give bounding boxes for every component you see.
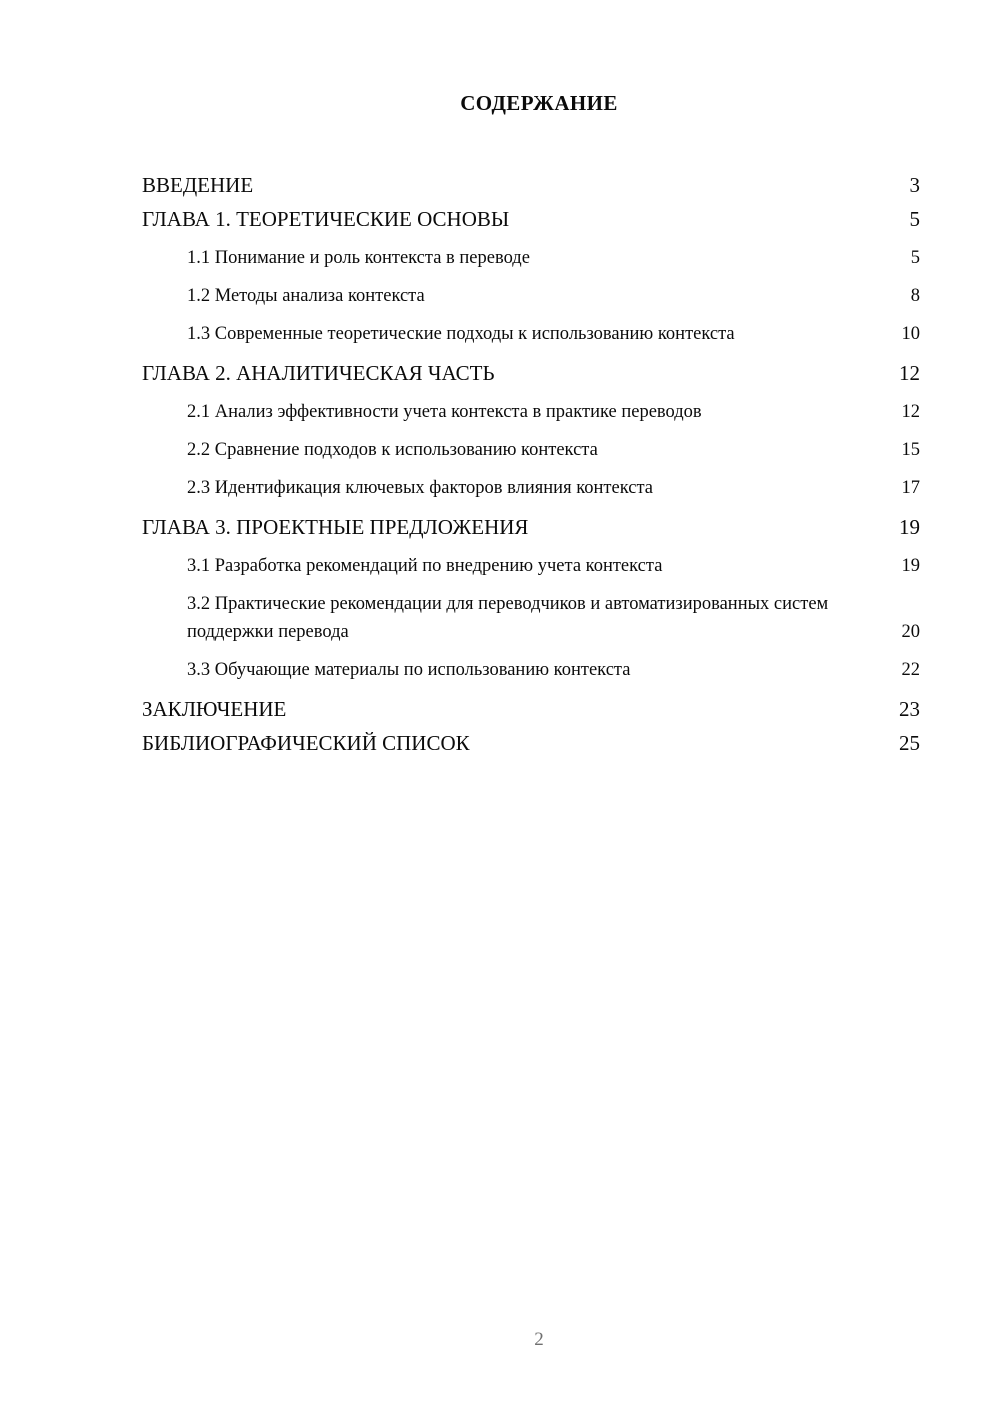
toc-entry-label: 2.3 Идентификация ключевых факторов влияния контекста [187,478,653,498]
toc-entry-label: ЗАКЛЮЧЕНИЕ [142,697,287,721]
toc-entry-page-number: 20 [901,622,920,642]
toc-entry-label: ГЛАВА 2. АНАЛИТИЧЕСКАЯ ЧАСТЬ [142,361,495,385]
toc-entry[interactable] [142,168,920,202]
toc-entry[interactable] [142,510,920,544]
toc-entry-page-number: 8 [910,286,920,306]
toc-entry[interactable] [142,656,920,684]
toc-entry-page-number: 10 [901,324,920,344]
toc-entry-label: 3.1 Разработка рекомендаций по внедрению учета контекста [187,556,663,576]
toc-entry-label: 3.2 Практические рекомендации для переводчиков и автоматизированных систем поддержки перевода [187,594,829,642]
table-of-contents [142,168,920,760]
toc-entry-page-number: 12 [899,361,920,385]
toc-entry-label: БИБЛИОГРАФИЧЕСКИЙ СПИСОК [142,731,470,755]
toc-entry-page-number: 25 [899,731,920,755]
toc-entry-page-number: 17 [901,478,920,498]
toc-entry[interactable] [142,436,920,464]
toc-entry-label: 1.2 Методы анализа контекста [187,286,425,306]
toc-entry-page-number: 3 [909,173,920,197]
toc-entry-page-number: 5 [909,207,920,231]
page-title: СОДЕРЖАНИЕ [460,91,618,115]
toc-entry-label: ВВЕДЕНИЕ [142,173,254,197]
toc-entry-label: ГЛАВА 3. ПРОЕКТНЫЕ ПРЕДЛОЖЕНИЯ [142,515,529,539]
toc-entry-page-number: 19 [899,515,920,539]
toc-entry-label: 2.2 Сравнение подходов к использованию контекста [187,440,598,460]
toc-entry[interactable] [142,726,920,760]
toc-entry[interactable] [142,244,920,272]
toc-entry[interactable] [142,202,920,236]
toc-entry[interactable] [142,398,920,426]
toc-entry-page-number: 23 [899,697,920,721]
toc-entry-page-number: 22 [901,660,920,680]
toc-entry[interactable] [142,552,920,580]
toc-entry-label: 1.1 Понимание и роль контекста в переводе [187,248,530,268]
page-number-footer: 2 [534,1329,544,1350]
toc-entry[interactable] [142,474,920,502]
toc-entry[interactable] [142,320,920,348]
toc-entry[interactable] [142,356,920,390]
toc-entry-page-number: 15 [901,440,920,460]
toc-entry-page-number: 12 [901,402,920,422]
toc-entry[interactable] [142,282,920,310]
toc-entry-page-number: 19 [901,556,920,576]
toc-entry[interactable] [142,590,920,646]
toc-entry-label: 1.3 Современные теоретические подходы к использованию контекста [187,324,735,344]
toc-entry-label: ГЛАВА 1. ТЕОРЕТИЧЕСКИЕ ОСНОВЫ [142,207,510,231]
toc-entry-label: 2.1 Анализ эффективности учета контекста в практике переводов [187,402,702,422]
toc-entry-page-number: 5 [910,248,920,268]
toc-entry[interactable] [142,692,920,726]
toc-entry-label: 3.3 Обучающие материалы по использованию контекста [187,660,631,680]
